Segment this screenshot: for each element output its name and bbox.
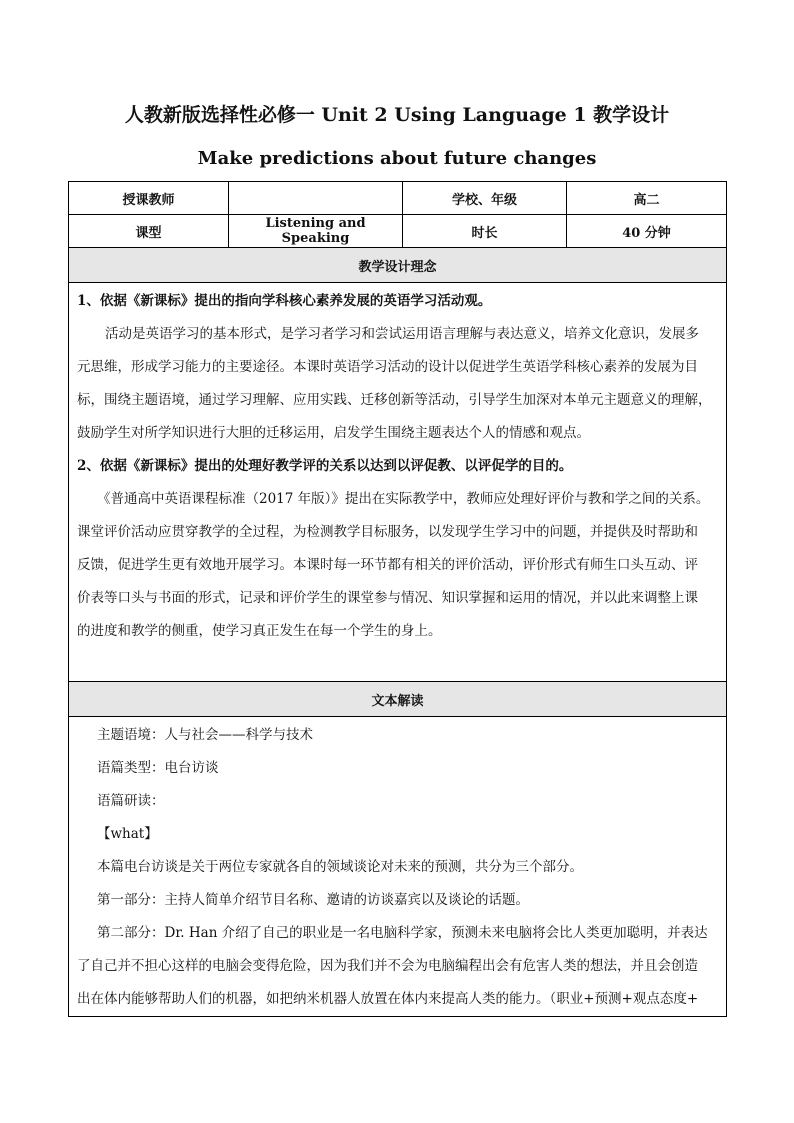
text-analysis-content [69,717,727,1017]
concept-point-1-line: 活动是英语学习的基本形式，是学习者学习和尝试运用语言理解与表达意义，培养文化意识，发展多 [105,326,699,342]
concept-point-2-line: 反馈，促进学生更有效地开展学习。本课时每一环节都有相关的评价活动，评价形式有师生口头互动、评 [77,557,698,573]
text-genre: 语篇类型：电台访谈 [97,760,219,776]
duration-label: 时长 [403,215,567,248]
concept-point-2-title: 2、依据《新课标》提出的处理好教学评的关系以达到以评促教、以评促学的目的。 [77,458,573,474]
teacher-label: 授课教师 [69,182,229,215]
concept-point-1-line: 标，围绕主题语境，通过学习理解、应用实践、迁移创新等活动，引导学生加深对本单元主题意义的理解， [77,392,712,408]
concept-point-2-line: 《普通高中英语课程标准（2017 年版）》提出在实际教学中，教师应处理好评价与教和学之间的关系。 [97,491,710,507]
page-title: 人教新版选择性必修一 Unit 2 Using Language 1 教学设计 [124,104,670,126]
duration-value: 40 分钟 [567,215,727,248]
concept-point-2-line: 课堂评价活动应贯穿教学的全过程，为检测教学目标服务，以发现学生学习中的问题，并提供及时帮助和 [77,524,698,540]
school-grade-label: 学校、年级 [403,182,567,215]
school-grade-value: 高二 [567,182,727,215]
analysis-line: 出在体内能够帮助人们的机器，如把纳米机器人放置在体内来提高人类的能力。（职业+预测+观点态度+ [77,991,699,1007]
analysis-line: 第二部分：Dr. Han 介绍了自己的职业是一名电脑科学家，预测未来电脑将会比人类更加聪明，并表达 [97,925,708,941]
design-concept-heading-row [69,248,727,283]
teacher-value [229,182,403,215]
design-concept-row [69,283,727,682]
text-analysis-row [69,717,727,1017]
concept-point-1-title: 1、依据《新课标》提出的指向学科核心素养发展的英语学习活动观。 [77,293,492,309]
text-analysis-heading: 文本解读 [69,682,727,717]
lesson-plan-table [68,181,727,1017]
blank-space [77,648,718,681]
what-marker: 【what】 [97,826,158,842]
design-concept-heading: 教学设计理念 [69,248,727,283]
concept-point-2-line: 价表等口头与书面的形式，记录和评价学生的课堂参与情况、知识掌握和运用的情况，并以此来调整上课 [77,590,698,606]
design-concept-content [69,283,727,682]
info-row-2 [69,215,727,248]
concept-point-1-line: 鼓励学生对所学知识进行大胆的迁移运用，启发学生围绕主题表达个人的情感和观点。 [77,425,590,441]
concept-point-1-line: 元思维，形成学习能力的主要途径。本课时英语学习活动的设计以促进学生英语学科核心素养的发展为目 [77,359,698,375]
lesson-type-value: Listening and Speaking [229,215,403,248]
analysis-line: 本篇电台访谈是关于两位专家就各自的领域谈论对未来的预测，共分为三个部分。 [97,859,583,875]
concept-point-2-line: 的进度和教学的侧重，使学习真正发生在每一个学生的身上。 [77,623,442,639]
page-subtitle: Make predictions about future changes [197,148,597,169]
text-study: 语篇研读： [97,793,165,809]
info-row-1 [69,182,727,215]
lesson-type-label: 课型 [69,215,229,248]
text-analysis-heading-row [69,682,727,717]
analysis-line: 了自己并不担心这样的电脑会变得危险，因为我们并不会为电脑编程出会有危害人类的想法，并且会创造 [77,958,698,974]
analysis-line: 第一部分：主持人简单介绍节目名称、邀请的访谈嘉宾以及谈论的话题。 [97,892,529,908]
theme-context: 主题语境：人与社会——科学与技术 [97,727,313,743]
